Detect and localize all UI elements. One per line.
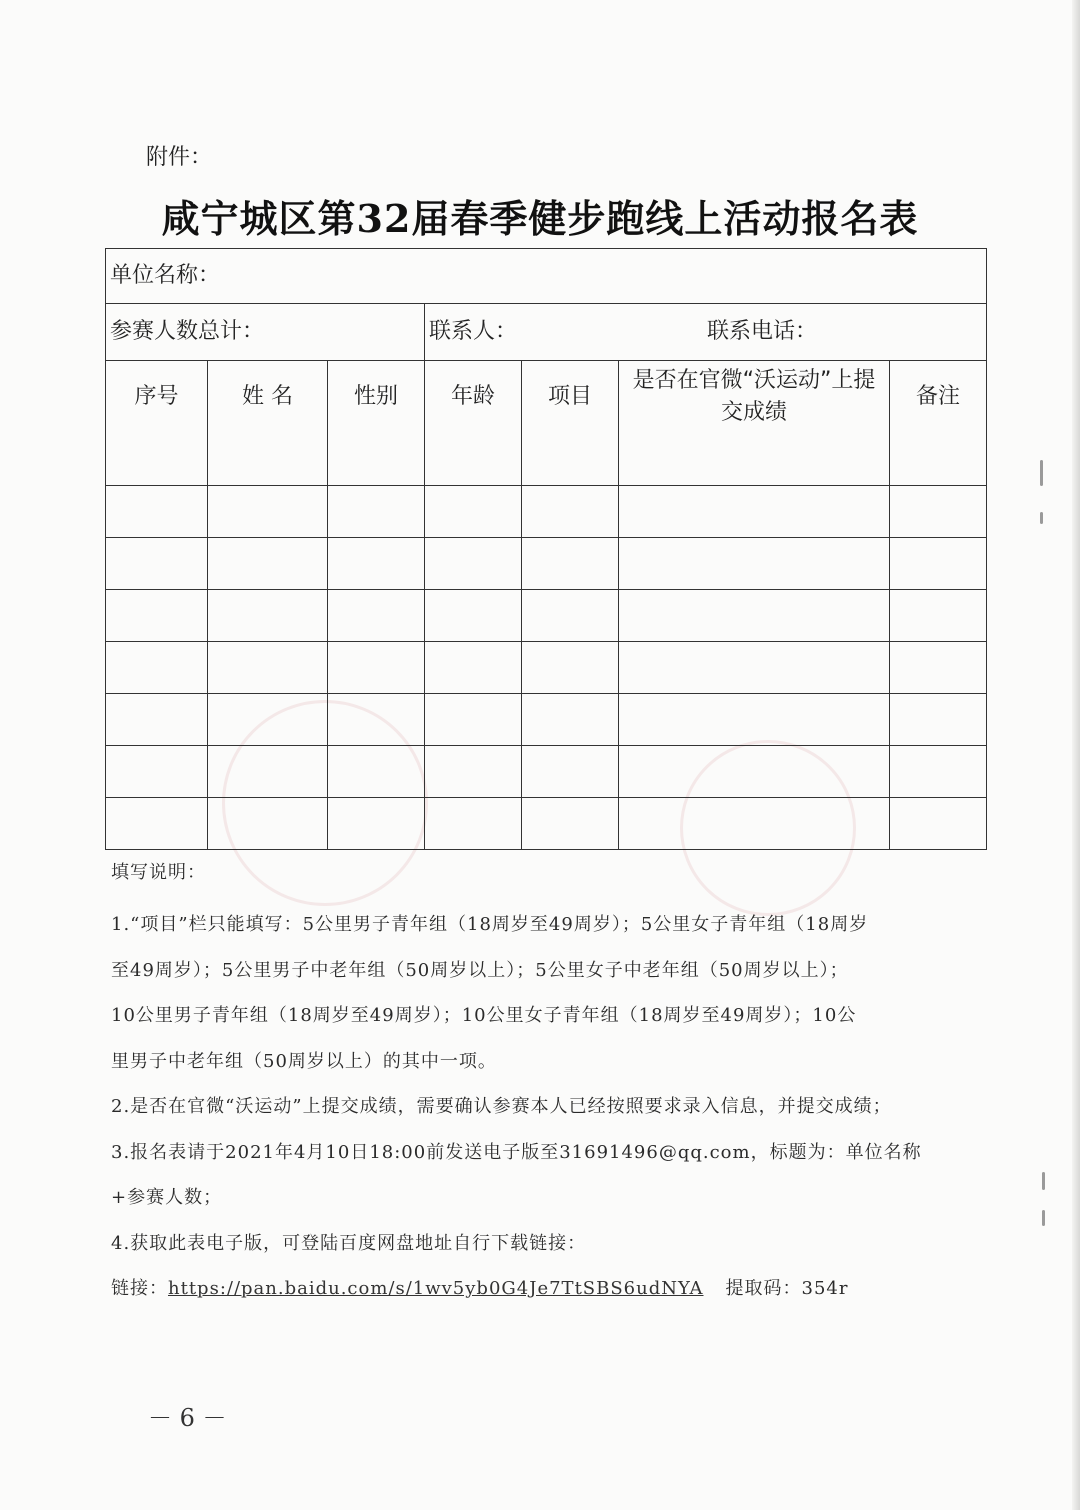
table-cell[interactable] — [618, 433, 889, 485]
phone-label: 联系电话： — [707, 319, 818, 345]
column-header-remarks: 备注 — [889, 361, 986, 433]
edge-mark — [1042, 1210, 1045, 1226]
unit-name-label: 单位名称： — [110, 263, 221, 289]
table-row — [106, 589, 986, 641]
table-cell[interactable] — [106, 694, 207, 745]
unit-row — [106, 249, 986, 303]
table-cell[interactable] — [889, 590, 986, 641]
table-cell[interactable] — [889, 642, 986, 693]
table-cell[interactable] — [106, 642, 207, 693]
table-cell[interactable] — [327, 798, 424, 849]
table-cell[interactable] — [106, 538, 207, 589]
instruction-3-line-2: +参赛人数； — [111, 1187, 223, 1208]
table-cell[interactable] — [207, 433, 327, 485]
extraction-code: 354r — [801, 1278, 849, 1299]
contact-label: 联系人： — [429, 319, 518, 345]
table-cell[interactable] — [207, 642, 327, 693]
column-header-age: 年龄 — [424, 361, 521, 433]
table-cell[interactable] — [618, 486, 889, 537]
instruction-3-line-1: 3.报名表请于2021年4月10日18:00前发送电子版至31691496@qq.com，标题为：单位名称 — [111, 1141, 922, 1163]
instruction-1-line-2: 至49周岁）；5公里男子中老年组（50周岁以上）；5公里女子中老年组（50周岁以上）； — [111, 959, 849, 981]
table-cell[interactable] — [618, 746, 889, 797]
table-cell[interactable] — [618, 538, 889, 589]
table-cell[interactable] — [889, 433, 986, 485]
page-edge-shadow — [1072, 0, 1080, 1510]
table-cell[interactable] — [207, 538, 327, 589]
table-cell[interactable] — [106, 746, 207, 797]
edge-mark — [1040, 460, 1043, 486]
table-cell[interactable] — [327, 590, 424, 641]
table-header-row — [106, 360, 986, 433]
contact-field[interactable] — [424, 304, 986, 360]
table-cell[interactable] — [618, 642, 889, 693]
table-cell[interactable] — [106, 433, 207, 485]
form-title: 咸宁城区第32届春季健步跑线上活动报名表 — [161, 196, 919, 241]
table-cell[interactable] — [424, 433, 521, 485]
table-cell[interactable] — [327, 746, 424, 797]
table-cell[interactable] — [106, 486, 207, 537]
instruction-2: 2.是否在官微“沃运动”上提交成绩，需要确认参赛本人已经按照要求录入信息，并提交成绩； — [111, 1096, 892, 1117]
edge-mark — [1042, 1172, 1045, 1190]
table-cell[interactable] — [207, 590, 327, 641]
table-cell[interactable] — [424, 590, 521, 641]
table-cell[interactable] — [889, 798, 986, 849]
table-cell[interactable] — [424, 694, 521, 745]
attachment-label: 附件： — [146, 145, 213, 170]
table-body — [106, 433, 986, 849]
info-row — [106, 303, 986, 360]
table-cell[interactable] — [424, 642, 521, 693]
column-header-submitted: 是否在官微“沃运动”上提交成绩 — [618, 361, 889, 433]
table-row — [106, 641, 986, 693]
table-cell[interactable] — [889, 538, 986, 589]
page-number: － 6 － — [148, 1404, 227, 1432]
table-row — [106, 433, 986, 485]
table-row — [106, 797, 986, 849]
table-cell[interactable] — [618, 694, 889, 745]
table-cell[interactable] — [106, 590, 207, 641]
table-cell[interactable] — [889, 486, 986, 537]
table-cell[interactable] — [618, 798, 889, 849]
table-cell[interactable] — [207, 798, 327, 849]
participants-total-field[interactable] — [106, 304, 424, 360]
column-header-index: 序号 — [134, 384, 179, 410]
column-header-gender: 性别 — [327, 361, 424, 433]
instruction-4: 4.获取此表电子版，可登陆百度网盘地址自行下载链接： — [111, 1232, 587, 1254]
table-cell[interactable] — [207, 746, 327, 797]
table-cell[interactable] — [207, 694, 327, 745]
table-cell[interactable] — [327, 433, 424, 485]
table-row — [106, 745, 986, 797]
edge-mark — [1040, 512, 1043, 524]
table-cell[interactable] — [521, 798, 618, 849]
table-row — [106, 485, 986, 537]
table-cell[interactable] — [327, 538, 424, 589]
column-header-event: 项目 — [521, 361, 618, 433]
table-row — [106, 537, 986, 589]
instruction-1-line-3: 10公里男子青年组（18周岁至49周岁）；10公里女子青年组（18周岁至49周岁）；10公 — [111, 1005, 857, 1026]
table-cell[interactable] — [327, 694, 424, 745]
column-header-name: 姓 名 — [207, 361, 327, 433]
table-cell[interactable] — [424, 486, 521, 537]
download-line — [111, 1266, 985, 1312]
instructions-heading: 填写说明： — [111, 862, 206, 883]
table-cell[interactable] — [521, 433, 618, 485]
table-cell[interactable] — [521, 486, 618, 537]
instruction-1-line-4: 里男子中老年组（50周岁以上）的其中一项。 — [111, 1050, 497, 1072]
registration-table — [105, 248, 987, 850]
table-row — [106, 693, 986, 745]
table-cell[interactable] — [521, 694, 618, 745]
table-cell[interactable] — [618, 590, 889, 641]
participants-total-label: 参赛人数总计： — [110, 319, 265, 345]
table-cell[interactable] — [207, 486, 327, 537]
table-cell[interactable] — [521, 538, 618, 589]
extraction-code-label: 提取码： — [725, 1278, 802, 1299]
download-link[interactable]: https://pan.baidu.com/s/1wv5yb0G4Je7TtSBS6udNYA — [168, 1278, 704, 1299]
table-cell[interactable] — [889, 746, 986, 797]
table-cell[interactable] — [521, 746, 618, 797]
table-cell[interactable] — [521, 590, 618, 641]
unit-name-field[interactable] — [106, 249, 986, 303]
table-cell[interactable] — [521, 642, 618, 693]
table-cell[interactable] — [889, 694, 986, 745]
table-cell[interactable] — [424, 798, 521, 849]
table-cell[interactable] — [424, 746, 521, 797]
table-cell[interactable] — [327, 486, 424, 537]
instructions — [111, 858, 985, 1312]
link-label: 链接： — [111, 1278, 168, 1299]
table-cell[interactable] — [327, 642, 424, 693]
table-cell[interactable] — [106, 798, 207, 849]
table-cell[interactable] — [424, 538, 521, 589]
instruction-1-line-1: 1.“项目”栏只能填写：5公里男子青年组（18周岁至49周岁）；5公里女子青年组（18周岁 — [111, 914, 869, 935]
